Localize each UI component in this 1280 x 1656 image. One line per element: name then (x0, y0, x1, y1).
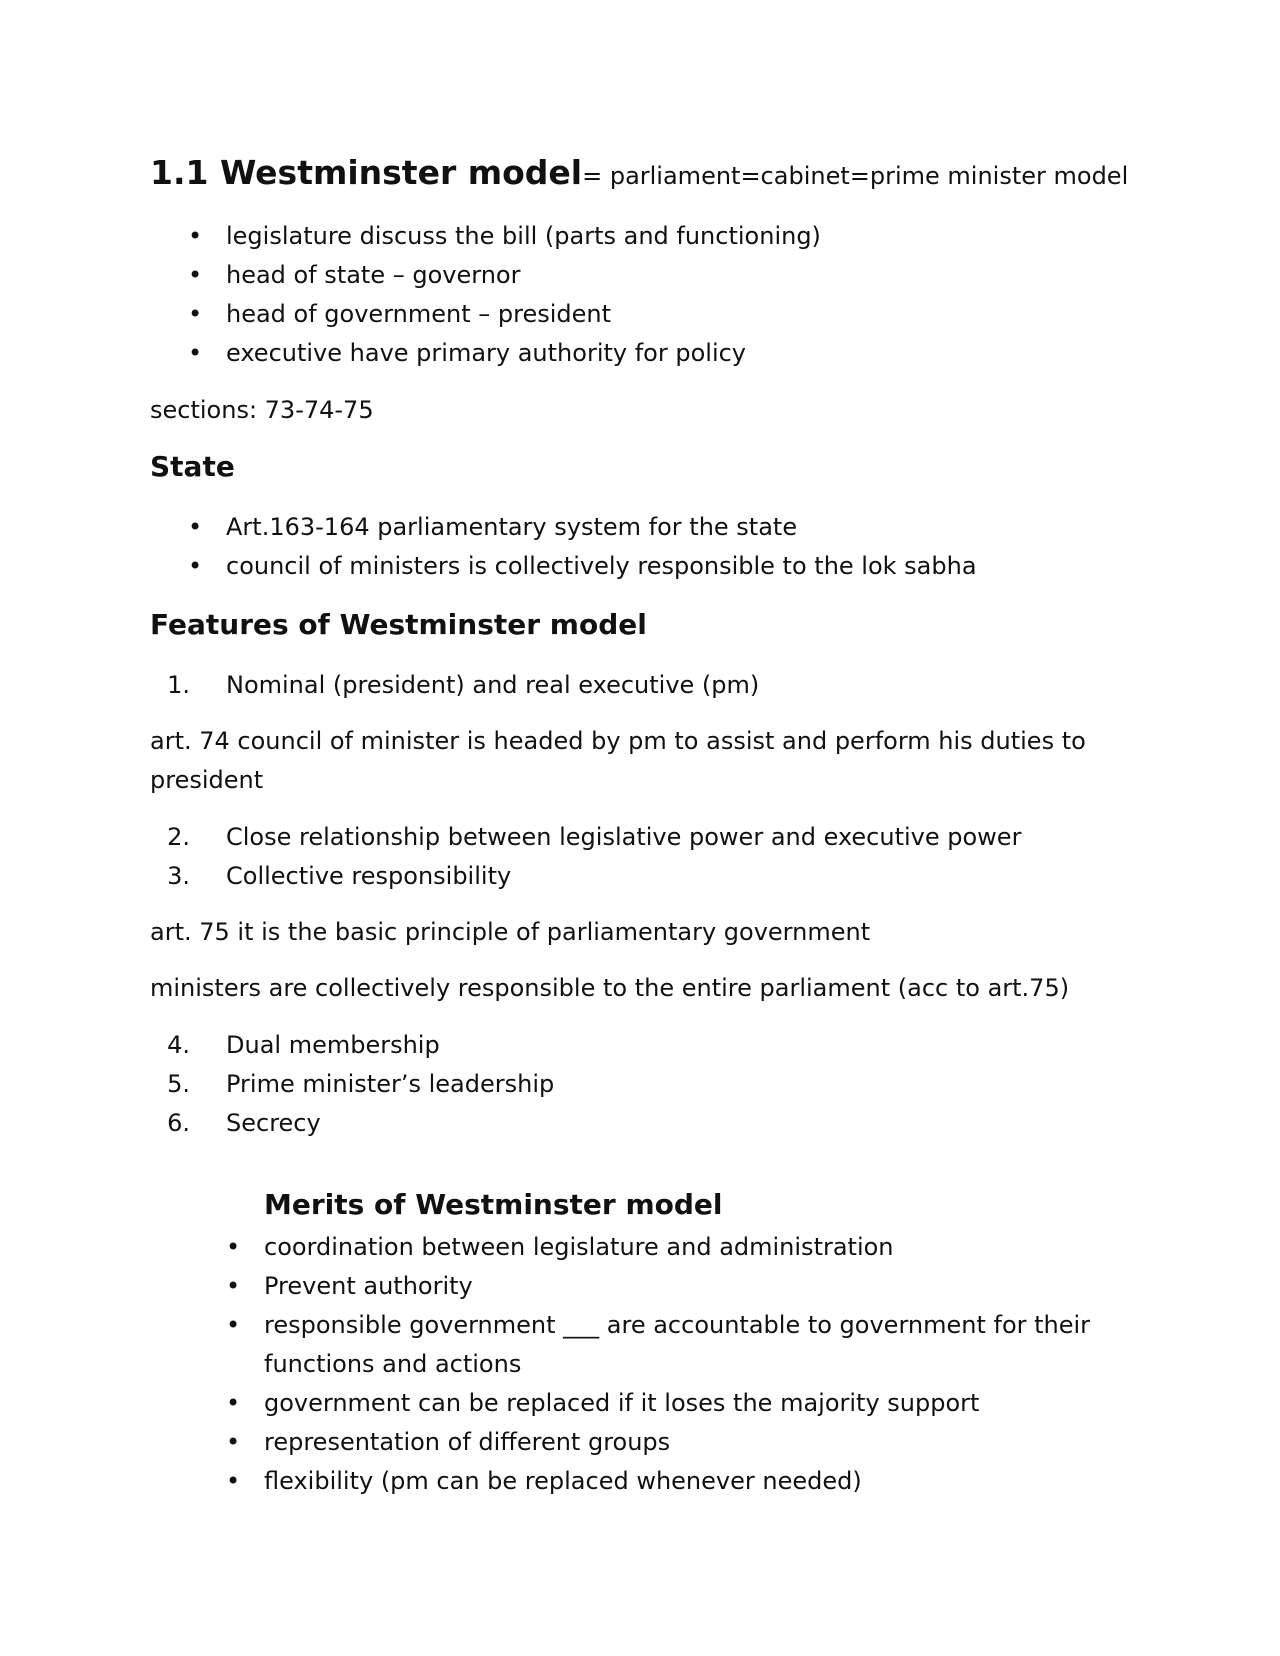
bullet-icon: • (226, 1272, 241, 1300)
bullet-icon: • (226, 1389, 241, 1417)
paragraph-ministers: ministers are collectively responsible to the entire parliament (acc to art.75) (150, 974, 1070, 1002)
bullet-icon: • (226, 1233, 241, 1261)
paragraph-art-75: art. 75 it is the basic principle of parliamentary government (150, 918, 871, 946)
state-heading: State (150, 450, 235, 483)
bullet-icon: • (188, 339, 203, 367)
bullet-icon: • (226, 1467, 241, 1495)
title-bold: 1.1 Westminster model (150, 153, 583, 192)
bullet-icon: • (188, 300, 203, 328)
page-title (150, 150, 1128, 199)
features-heading: Features of Westminster model (150, 608, 647, 641)
sections-line: sections: 73-74-75 (150, 396, 374, 424)
bullet-icon: • (226, 1311, 241, 1339)
bullet-icon: • (226, 1428, 241, 1456)
bullet-icon: • (188, 513, 203, 541)
document-page: 1.1 Westminster model= parliament=cabinet=prime minister model • legislature discuss the bill (parts and functioning) • head of state – governor • head of government – president • executive have primary authority for policy sections: 73-74-75 State • Art.163-164 parliamentary system for the state • council of ministers is collectively responsible to the lok sabha Features of Westminster model 1. Nominal (president) and real executive (pm) art. 74 council of minister is headed by pm to assist and perform his duties to president 2. Close relationship between legislative power and executive power 3. Collective responsibility art. 75 it is the basic principle of parliamentary government ministers are collectively responsible to the entire parliament (acc to art.75) 4. Dual membership 5. Prime minister’s leadership 6. Secrecy Merits of Westminster model • coordination between legislature and administration • Prevent authority • responsible government ___ are accountable to government for their functions and actions • government can be replaced if it loses the majority support • representation of different groups • flexibility (pm can be replaced whenever needed) (0, 0, 1280, 1656)
bullet-icon: • (188, 261, 203, 289)
merits-heading: Merits of Westminster model (264, 1188, 723, 1221)
title-rest: = parliament=cabinet=prime minister model (582, 162, 1129, 190)
bullet-icon: • (188, 552, 203, 580)
bullet-icon: • (188, 222, 203, 250)
paragraph-art-74: art. 74 council of minister is headed by pm to assist and perform his duties to president (150, 727, 1086, 794)
